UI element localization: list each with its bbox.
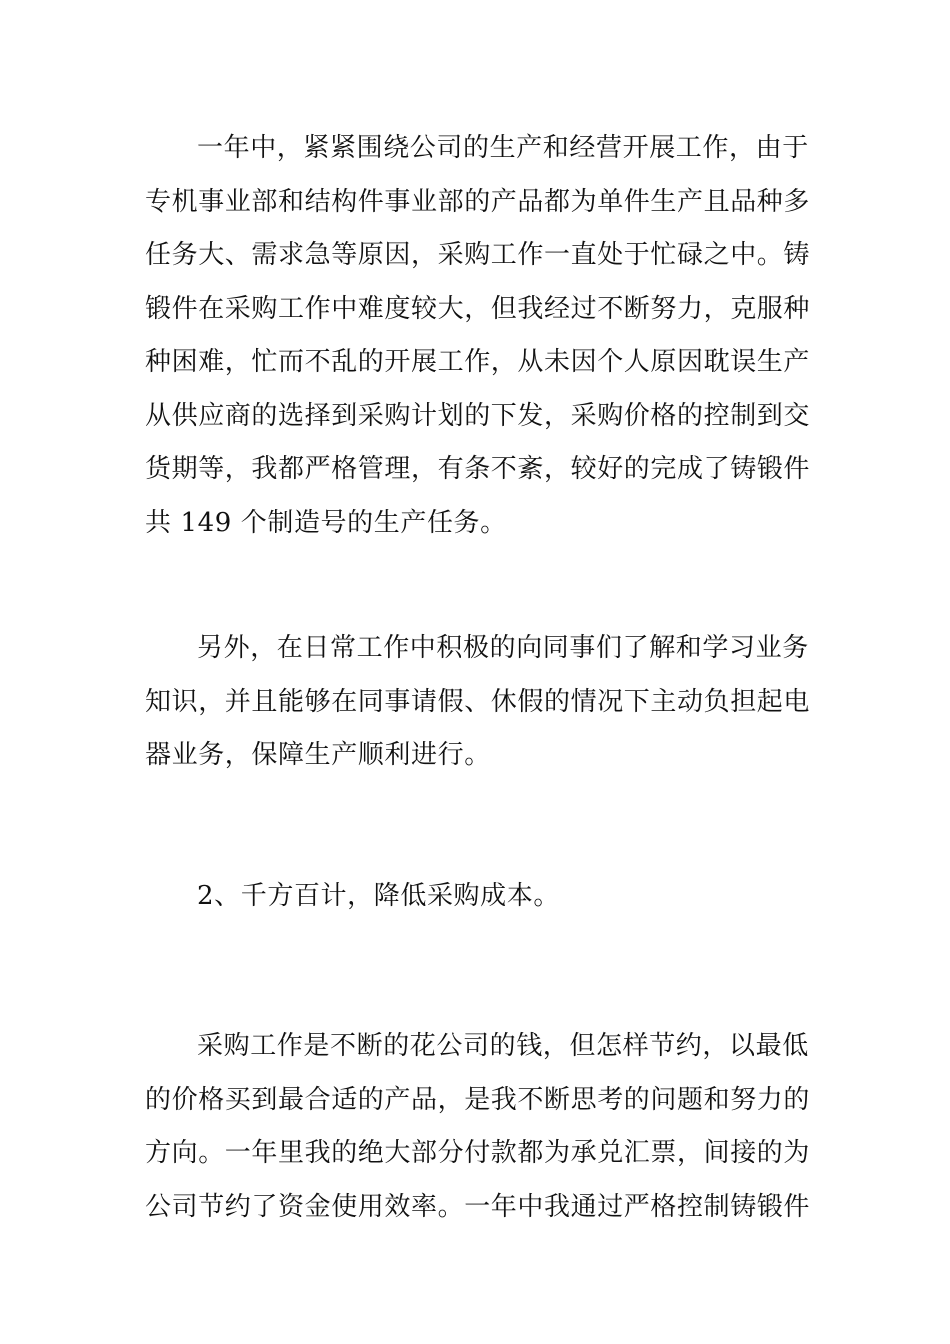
paragraph-line: 公司节约了资金使用效率。一年中我通过严格控制铸锻件 — [145, 1191, 811, 1222]
paragraph-line: 任务大、需求急等原因，采购工作一直处于忙碌之中。铸 — [145, 240, 811, 270]
paragraph-annual-work — [145, 122, 811, 550]
paragraph-cost-saving — [145, 1020, 811, 1234]
paragraph-line: 锻件在采购工作中难度较大，但我经过不断努力，克服种 — [145, 293, 811, 324]
paragraph-line: 从供应商的选择到采购计划的下发，采购价格的控制到交 — [145, 400, 811, 431]
paragraph-line: 种困难，忙而不乱的开展工作，从未因个人原因耽误生产 — [145, 347, 811, 377]
paragraph-line: 知识，并且能够在同事请假、休假的情况下主动负担起电 — [145, 686, 811, 717]
heading-line: 2、千方百计，降低采购成本。 — [197, 881, 560, 911]
paragraph-line: 采购工作是不断的花公司的钱，但怎样节约，以最低 — [197, 1031, 809, 1061]
paragraph-line: 共 149 个制造号的生产任务。 — [145, 507, 507, 538]
paragraph-line: 一年中，紧紧围绕公司的生产和经营开展工作，由于 — [197, 133, 809, 163]
paragraph-learning — [145, 622, 811, 783]
paragraph-line: 的价格买到最合适的产品，是我不断思考的问题和努力的 — [145, 1084, 811, 1115]
paragraph-line: 方向。一年里我的绝大部分付款都为承兑汇票，间接的为 — [145, 1138, 811, 1168]
section-heading — [145, 870, 805, 924]
paragraph-line: 另外，在日常工作中积极的向同事们了解和学习业务 — [197, 633, 809, 663]
paragraph-line: 专机事业部和结构件事业部的产品都为单件生产且品种多 — [145, 186, 811, 217]
paragraph-line: 货期等，我都严格管理，有条不紊，较好的完成了铸锻件 — [145, 454, 811, 484]
paragraph-line: 器业务，保障生产顺利进行。 — [145, 740, 491, 770]
